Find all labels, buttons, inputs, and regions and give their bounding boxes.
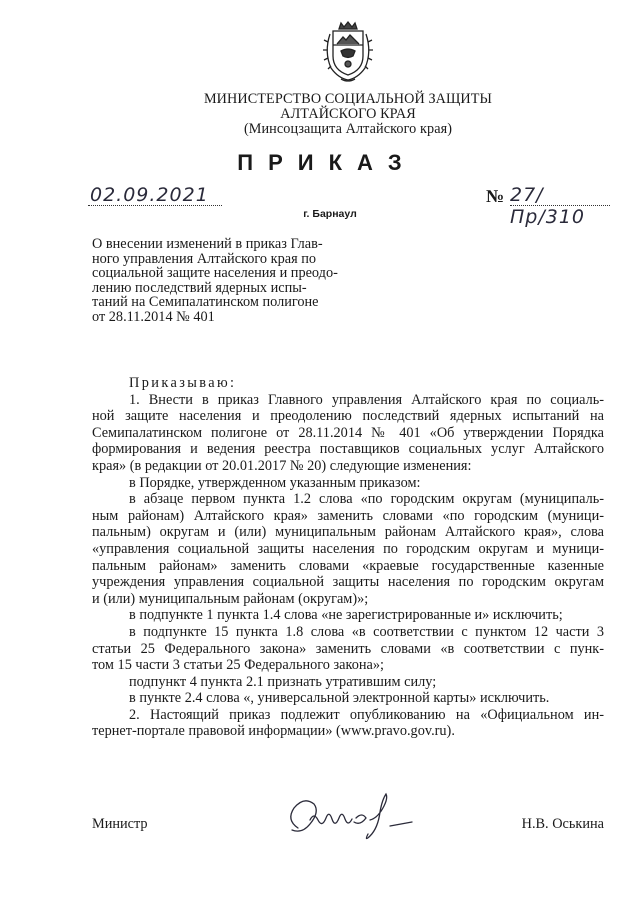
order-directive: Приказываю: [129,375,237,391]
body-line: 2. Настоящий приказ подлежит опубликованию на «Официальном ин- [129,706,604,723]
body-line: ным районам) Алтайского края» заменить словами «по городским (муници- [92,507,604,524]
body-line: «управления социальной защиты населения по городским округам и муници- [92,540,604,557]
body-line: в подпункте 15 пункта 1.8 слова «в соответствии с пунктом 12 части 3 [129,623,604,640]
subject-line: О внесении изменений в приказ Глав- [92,236,323,252]
body-line: том 15 части 3 статьи 25 Федерального закона»; [92,657,384,674]
body-line: пальным районам» заменить словами «краевые государственные казенные [92,557,604,574]
subject-line: ного управления Алтайского края по [92,250,317,267]
body-line: края» (в редакции от 20.01.2017 № 20) следующие изменения: [92,457,472,474]
ministry-header [180,92,516,137]
body-line: формирования и ведения реестра поставщиков социальных услуг Алтайского [92,441,604,458]
body-line: в пункте 2.4 слова «, универсальной электронной карты» исключить. [129,690,550,707]
signatory-name: Н.В. Оськина [521,816,604,832]
body-line: тернет-портале правовой информации» (www.pravo.gov.ru). [92,723,455,740]
body-line: пальным) округам и (или) муниципальным районам Алтайского края», слова [92,524,604,541]
body-line: в подпункте 1 пункта 1.4 слова «не зарегистрированные и» исключить; [129,607,563,624]
order-date [88,186,222,210]
subject-line: от 28.11.2014 № 401 [92,308,215,325]
date-underline [88,205,222,206]
document-title: ПРИКАЗ [237,150,417,175]
signature-block [92,790,604,850]
subject-line: лению последствий ядерных испы- [92,279,307,296]
handwritten-signature [280,790,420,846]
body-line: 1. Внести в приказ Главного управления Алтайского края по социаль- [129,391,604,408]
body-line: Семипалатинском полигоне от 28.11.2014 № 401 «Об утверждении Порядка [92,424,604,441]
subject-line: таний на Семипалатинском полигоне [92,294,319,311]
body-line: и (или) муниципальным районам (округам)»; [92,590,369,607]
body-line: учреждения управления социальной защиты населения по городским округам [92,574,604,591]
body-line: в Порядке, утвержденном указанным приказом: [129,474,421,491]
ministry-name-line2: АЛТАЙСКОГО КРАЯ [280,106,416,122]
body-line: статьи 25 Федерального закона» заменить словами «в соответствии с пунк- [92,640,604,657]
body-line: подпункт 4 пункта 2.1 признать утратившим силу; [129,673,437,690]
number-underline [510,205,610,206]
body-line: ной защите населения и преодолению последствий ядерных испытаний на [92,408,604,425]
number-sign: № [486,186,505,206]
ministry-name-line1: МИНИСТЕРСТВО СОЦИАЛЬНОЙ ЗАЩИТЫ [203,91,493,107]
order-subject [92,237,362,325]
city-label: г. Барнаул [303,208,357,220]
signatory-position: Министр [92,816,148,832]
body-line: в абзаце первом пункта 1.2 слова «по городским округам (муниципаль- [129,491,604,508]
handwritten-date: 02.09.2021 [90,184,209,206]
subject-line: социальной защите населения и преодо- [92,265,338,282]
coat-of-arms-icon [319,20,377,84]
handwritten-number: 27/Пр/310 [510,184,586,228]
order-body [92,375,604,740]
ministry-short-name: (Минсоцзащита Алтайского края) [243,121,453,137]
order-number [458,184,618,228]
